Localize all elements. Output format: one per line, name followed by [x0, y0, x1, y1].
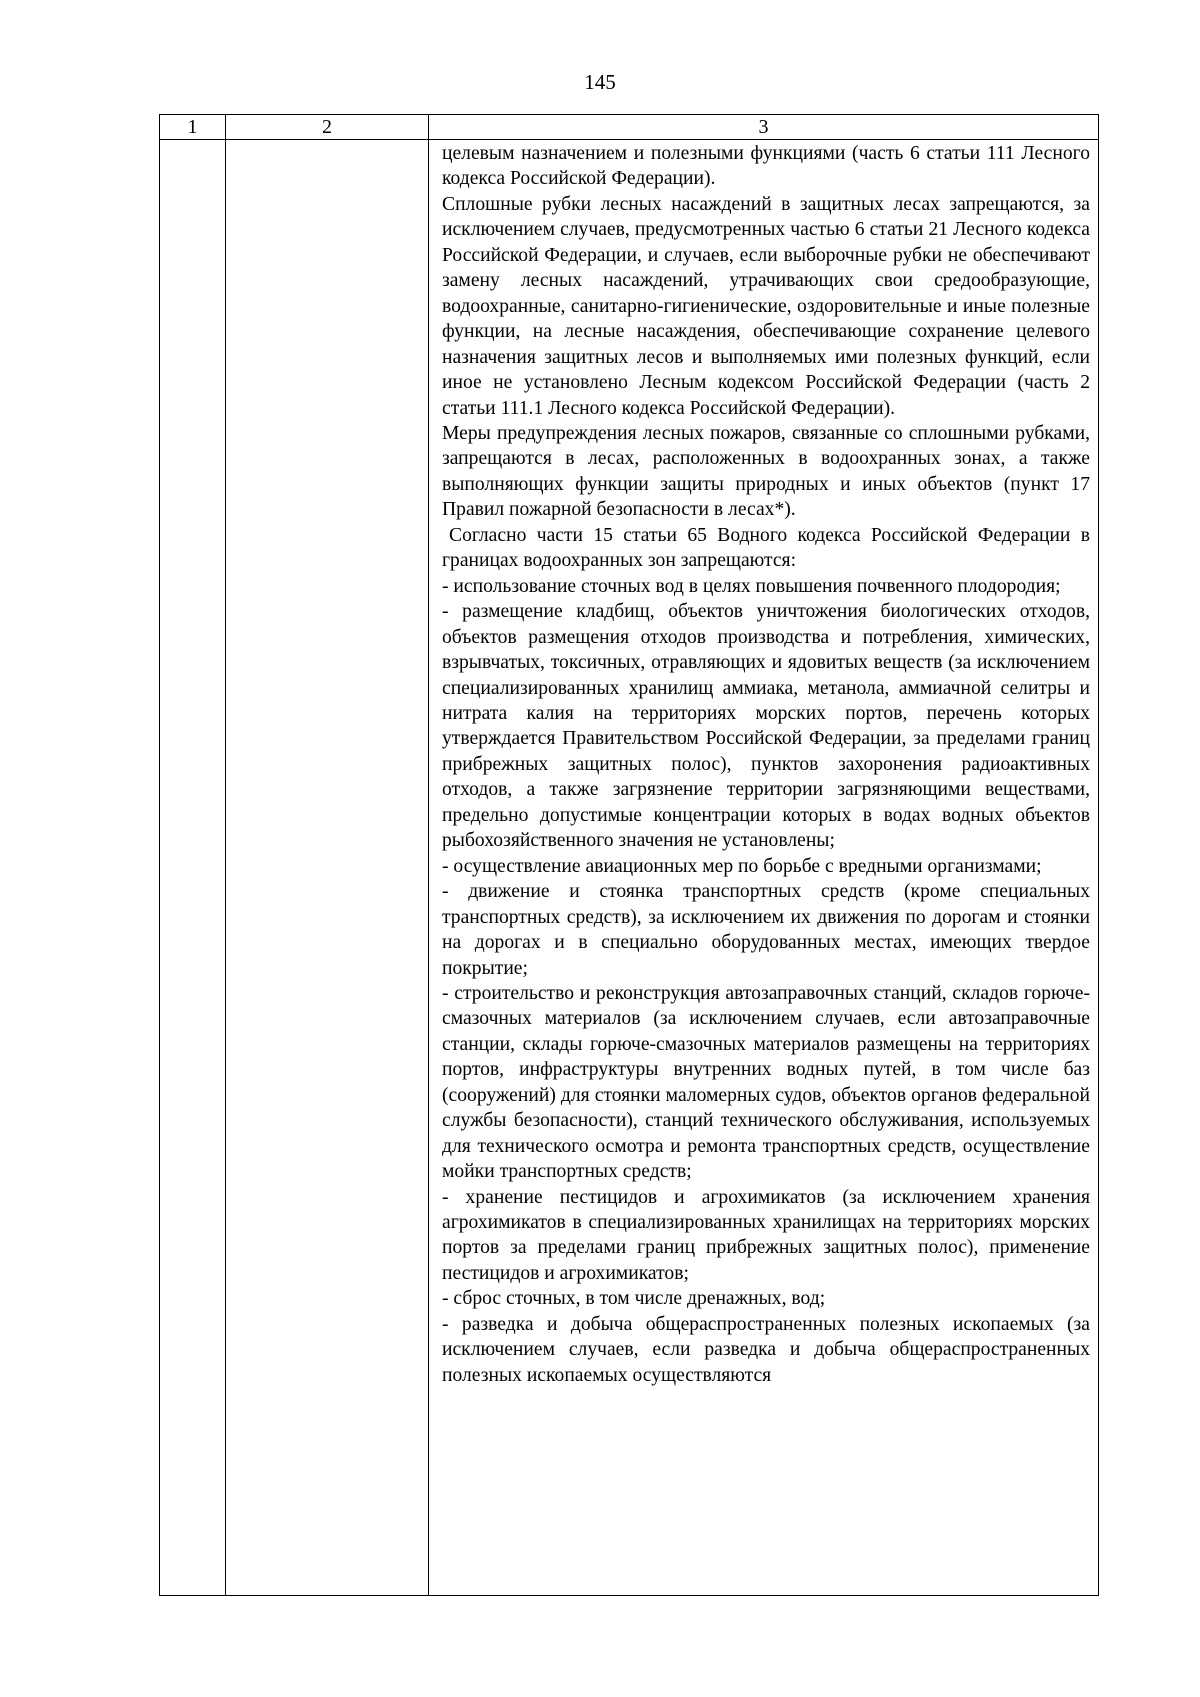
- list-item: - движение и стоянка транспортных средств (кроме специальных транспортных средств), за исключением их движения по дорогам и стоянки на дорогах и в специально оборудованных местах, имеющих твердое покрытие;: [442, 881, 1090, 979]
- paragraph: целевым назначением и полезными функциями (часть 6 статьи 111 Лесного кодекса Российской Федерации).: [442, 143, 1090, 190]
- table-cell-col3: [429, 140, 1099, 1596]
- list-item: - осуществление авиационных мер по борьбе с вредными организмами;: [442, 855, 1042, 877]
- cell-text-content: [429, 140, 1098, 1388]
- table-cell-col2: [226, 140, 429, 1596]
- table-row: [160, 140, 1099, 1596]
- table-cell-col1: [160, 140, 226, 1596]
- paragraph: Меры предупреждения лесных пожаров, связанные со сплошными рубками, запрещаются в лесах, расположенных в водоохранных зонах, а также выполняющих функции защиты природных и иных объектов (пункт 17 Правил пожарной безопасности в лесах*).: [442, 422, 1090, 521]
- paragraph: Согласно части 15 статьи 65 Водного кодекса Российской Федерации в границах водоохранных зон запрещаются:: [442, 524, 1090, 572]
- column-header-3: 3: [429, 115, 1099, 140]
- list-item: - размещение кладбищ, объектов уничтожения биологических отходов, объектов размещения отходов производства и потребления, химических, взрывчатых, токсичных, отравляющих и ядовитых веществ (за исключением специализированных хранилищ аммиака, метанола, аммиачной селитры и нитрата калия на территориях морских портов, перечень которых утверждается Правительством Российской Федерации, за пределами границ прибрежных защитных полос), пунктов захоронения радиоактивных отходов, а также загрязнение территории загрязняющими веществами, предельно допустимые концентрации которых в водах водных объектов рыбохозяйственного значения не установлены;: [442, 601, 1090, 852]
- column-header-1: 1: [160, 115, 226, 140]
- list-item: - строительство и реконструкция автозаправочных станций, складов горюче-смазочных материалов (за исключением случаев, если автозаправочные станции, склады горюче-смазочных материалов размещены на территориях портов, инфраструктуры внутренних водных путей, в том числе баз (сооружений) для стоянки маломерных судов, объектов органов федеральной службы безопасности), станций технического обслуживания, используемых для технического осмотра и ремонта транспортных средств, осуществление мойки транспортных средств;: [442, 982, 1090, 1183]
- column-header-2: 2: [226, 115, 429, 140]
- paragraph: Сплошные рубки лесных насаждений в защитных лесах запрещаются, за исключением случаев, предусмотренных частью 6 статьи 21 Лесного кодекса Российской Федерации, и случаев, если выборочные рубки не обеспечивают замену лесных насаждений, утрачивающих свои средообразующие, водоохранные, санитарно-гигиенические, оздоровительные и иные полезные функции, на лесные насаждения, обеспечивающие сохранение целевого назначения защитных лесов и выполняемых ими полезных функций, если иное не установлено Лесным кодексом Российской Федерации (часть 2 статьи 111.1 Лесного кодекса Российской Федерации).: [442, 193, 1090, 419]
- list-item: - разведка и добыча общераспространенных полезных ископаемых (за исключением случаев, если разведка и добыча общераспространенных полезных ископаемых осуществляются: [442, 1313, 1090, 1386]
- list-item: - сброс сточных, в том числе дренажных, вод;: [442, 1288, 826, 1310]
- document-table: [159, 114, 1099, 1596]
- page-number: 145: [584, 70, 616, 94]
- table-header-row: [160, 115, 1099, 140]
- list-item: - хранение пестицидов и агрохимикатов (за исключением хранения агрохимикатов в специализированных хранилищах на территориях морских портов за пределами границ прибрежных защитных полос), применение пестицидов и агрохимикатов;: [442, 1186, 1090, 1284]
- list-item: - использование сточных вод в целях повышения почвенного плодородия;: [442, 575, 1061, 597]
